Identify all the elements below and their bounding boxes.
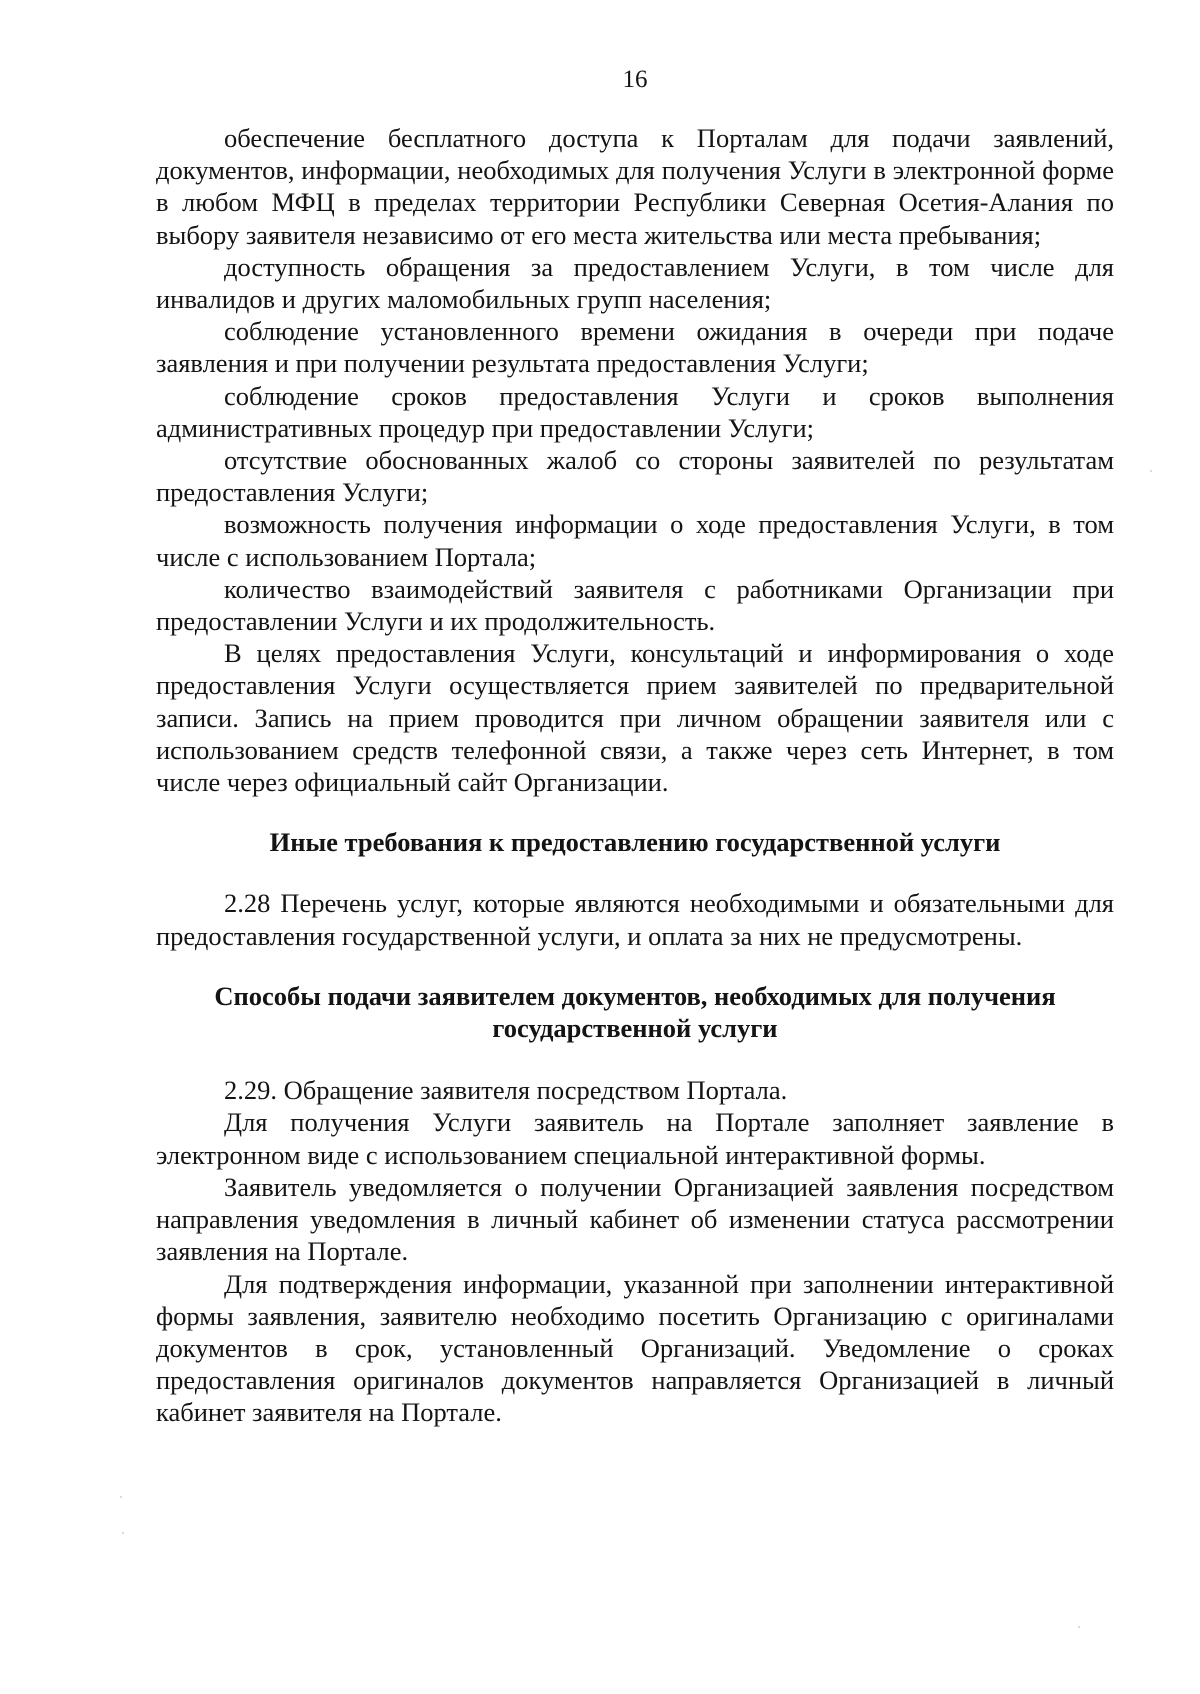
paragraph-progress-info: возможность получения информации о ходе предоставления Услуги, в том числе с использованием Портала;	[156, 509, 1114, 572]
page-number: 16	[622, 66, 648, 93]
paragraph-notification: Заявитель уведомляется о получении Организацией заявления посредством направления уведомления в личный кабинет об изменении статуса рассмотрении заявления на Портале.	[156, 1171, 1114, 1267]
section-heading-other-requirements	[156, 826, 1114, 858]
paragraph-free-access: обеспечение бесплатного доступа к Порталам для подачи заявлений, документов, информации, необходимых для получения Услуги в электронной форме в любом МФЦ в пределах территории Республики Северная Осетия-Алания по выбору заявителя независимо от его места жительства или места пребывания;	[156, 123, 1114, 250]
scan-speck	[122, 1532, 124, 1534]
paragraph-appointment: В целях предоставления Услуги, консультаций и информирования о ходе предоставления Услуги осуществляется прием заявителей по предварительной записи. Запись на прием проводится при личном обращении заявителя или с использованием средств телефонной связи, а также через сеть Интернет, в том числе через официальный сайт Организации.	[156, 638, 1114, 798]
paragraph-deadlines: соблюдение сроков предоставления Услуги и сроков выполнения административных процедур при предоставлении Услуги;	[156, 380, 1114, 443]
paragraph-waiting-time: соблюдение установленного времени ожидания в очереди при подаче заявления и при получении результата предоставления Услуги;	[156, 316, 1114, 379]
section-heading-submission-methods	[156, 980, 1114, 1044]
paragraph-originals: Для подтверждения информации, указанной при заполнении интерактивной формы заявления, заявителю необходимо посетить Организацию с оригиналами документов в срок, установленный Организаций. Уведомление о сроках предоставления оригиналов документов направляется Организацией в личный кабинет заявителя на Портале.	[156, 1268, 1114, 1428]
paragraph-interactions: количество взаимодействий заявителя с работниками Организации при предоставлении Услуги и их продолжительность.	[156, 573, 1114, 637]
paragraph-complaints: отсутствие обоснованных жалоб со стороны заявителей по результатам предоставления Услуги;	[156, 445, 1114, 508]
paragraph-2-28: 2.28 Перечень услуг, которые являются необходимыми и обязательными для предоставления государственной услуги, и оплата за них не предусмотрены.	[156, 888, 1114, 951]
section-heading-submission-methods-line-1: Способы подачи заявителем документов, необходимых для получения	[214, 980, 1056, 1011]
scan-speck	[1078, 1626, 1080, 1628]
section-heading-submission-methods-line-2: государственной услуги	[492, 1013, 778, 1044]
paragraph-portal-form: Для получения Услуги заявитель на Портале заполняет заявление в электронном виде с использованием специальной интерактивной формы.	[156, 1107, 1114, 1170]
scan-speck	[120, 1496, 122, 1498]
document-body	[156, 122, 1114, 1429]
paragraph-accessibility: доступность обращения за предоставлением Услуги, в том числе для инвалидов и других маломобильных групп населения;	[156, 251, 1114, 315]
scan-speck	[1150, 470, 1152, 472]
section-heading-other-requirements-text: Иные требования к предоставлению государственной услуги	[269, 827, 1001, 858]
paragraph-2-29: 2.29. Обращение заявителя посредством Портала.	[224, 1075, 788, 1106]
